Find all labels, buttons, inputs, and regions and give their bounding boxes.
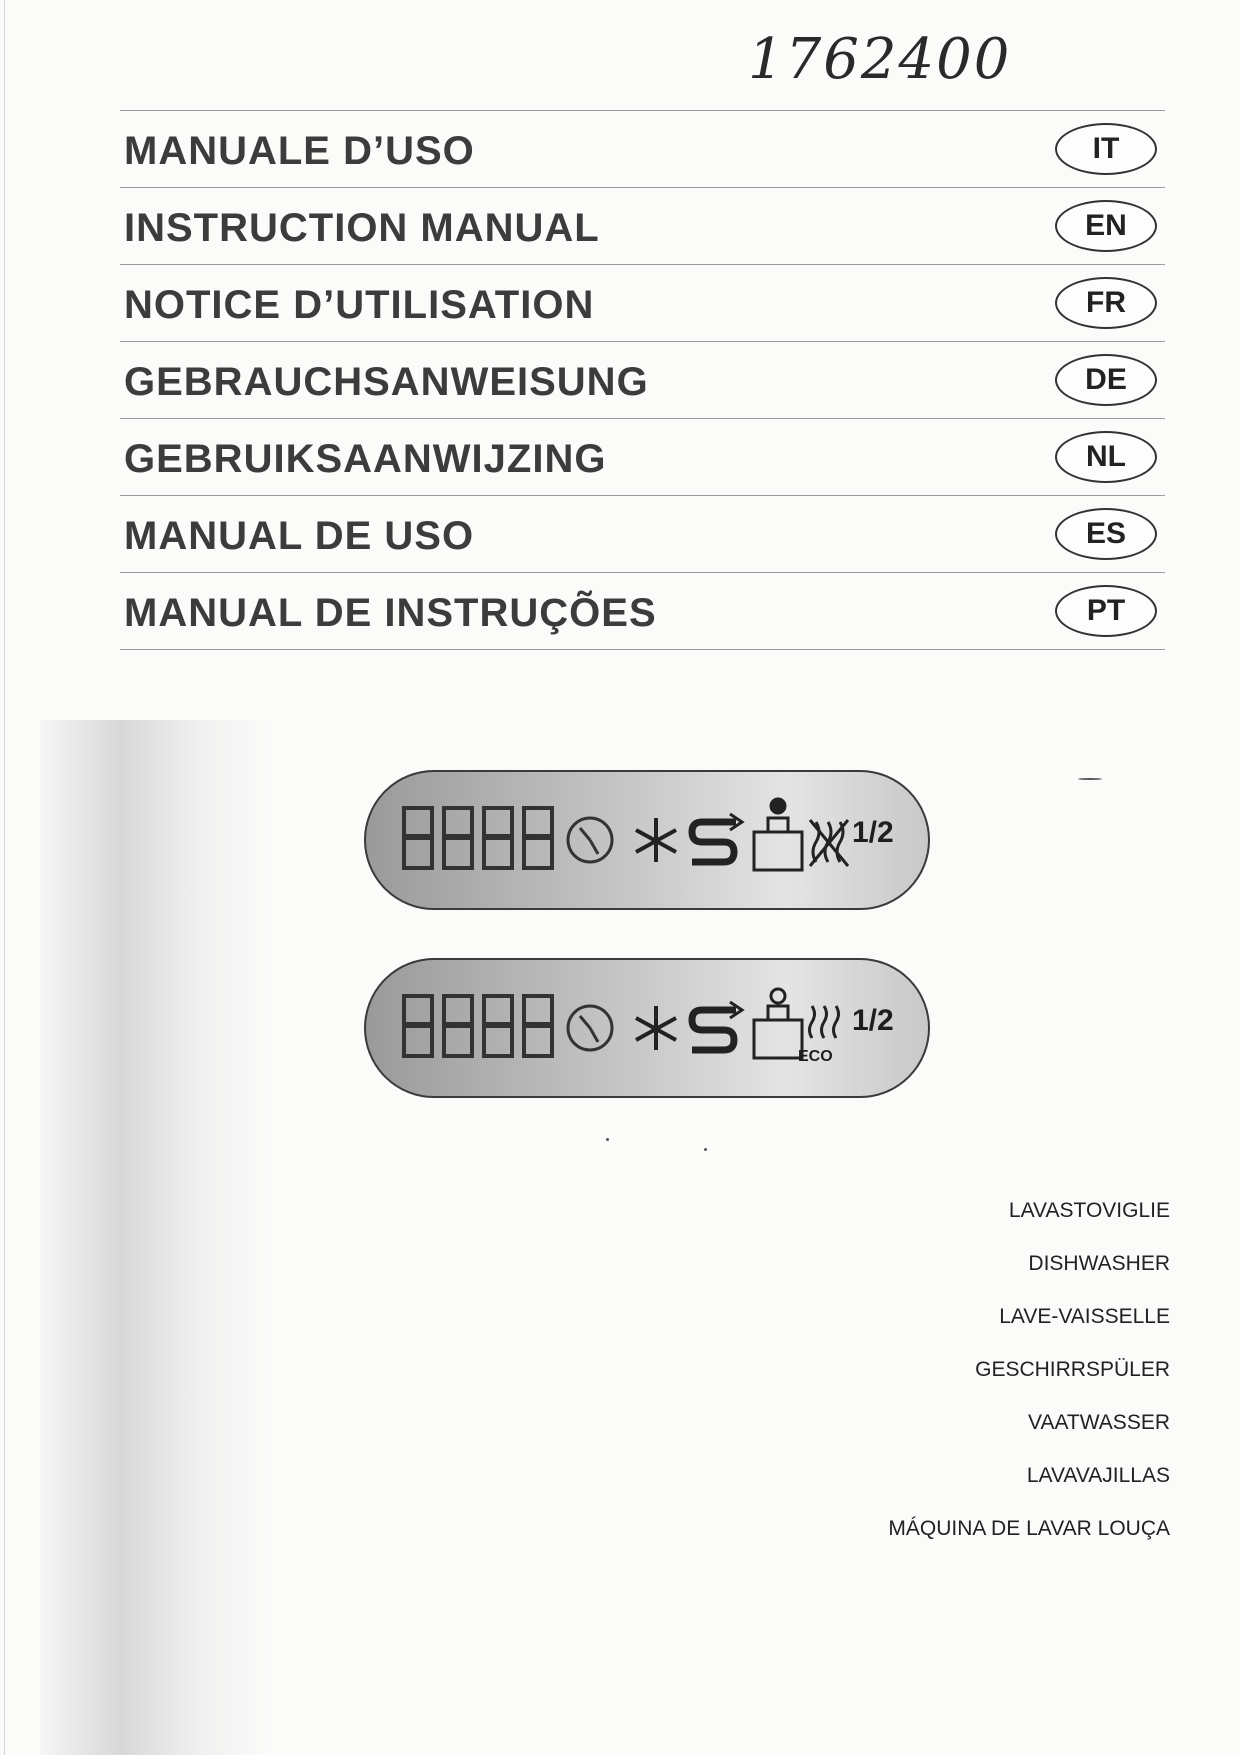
title-text: MANUAL DE INSTRUÇÕES [124,591,657,635]
eco-steam-icon [810,1006,839,1038]
product-name-de: GESCHIRRSPÜLER [975,1358,1170,1381]
snowflake-icon [636,818,676,862]
clock-icon [568,818,612,862]
product-name-it: LAVASTOVIGLIE [1008,1199,1170,1222]
title-row-it [120,110,1165,187]
language-badge-de: DE [1055,354,1157,406]
scan-border-line [4,0,5,1755]
clock-icon [568,1006,612,1050]
language-badge-es: ES [1055,508,1157,560]
half-load-label: 1/2 [852,1004,894,1037]
product-name-en: DISHWASHER [1028,1252,1170,1275]
snowflake-icon [636,1006,676,1050]
salt-refill-icon [692,1010,736,1050]
seven-segment-display-icon [404,996,552,1056]
control-panel-display-2 [364,958,930,1098]
panel-icons [366,960,928,1096]
title-text: INSTRUCTION MANUAL [124,206,600,250]
title-text: NOTICE D’UTILISATION [124,283,595,327]
scan-speck [704,1148,707,1151]
product-name-list [750,1192,1170,1563]
title-row-de [120,341,1165,418]
title-text: MANUAL DE USO [124,514,475,558]
language-badge-fr: FR [1055,277,1157,329]
handwritten-document-number: 1762400 [748,27,1012,92]
product-name-nl: VAATWASSER [1028,1411,1170,1434]
title-row-fr [120,264,1165,341]
panel-icons [366,772,928,908]
scan-speck [606,1138,609,1141]
title-row-pt [120,572,1165,650]
product-name-es: LAVAVAJILLAS [1026,1464,1170,1487]
rinse-aid-icon [754,799,802,870]
language-badge-en: EN [1055,200,1157,252]
language-badge-nl: NL [1055,431,1157,483]
seven-segment-display-icon [404,808,552,868]
manual-title-list [120,110,1165,650]
half-load-disabled-icon [810,820,848,866]
scan-shadow [40,720,270,1755]
half-load-label: 1/2 [852,816,894,849]
title-row-nl [120,418,1165,495]
rinse-aid-icon [754,989,802,1058]
eco-label: ECO [798,1048,833,1065]
product-name-pt: MÁQUINA DE LAVAR LOUÇA [888,1517,1170,1540]
title-text: GEBRUIKSAANWIJZING [124,437,607,481]
title-row-en [120,187,1165,264]
control-panel-display-1 [364,770,930,910]
language-badge-it: IT [1055,123,1157,175]
title-text: MANUALE D’USO [124,129,475,173]
product-name-fr: LAVE-VAISSELLE [999,1305,1170,1328]
language-badge-pt: PT [1055,585,1157,637]
title-text: GEBRAUCHSANWEISUNG [124,360,649,404]
title-row-es [120,495,1165,572]
salt-refill-icon [692,822,736,862]
scan-speck [1078,778,1102,780]
